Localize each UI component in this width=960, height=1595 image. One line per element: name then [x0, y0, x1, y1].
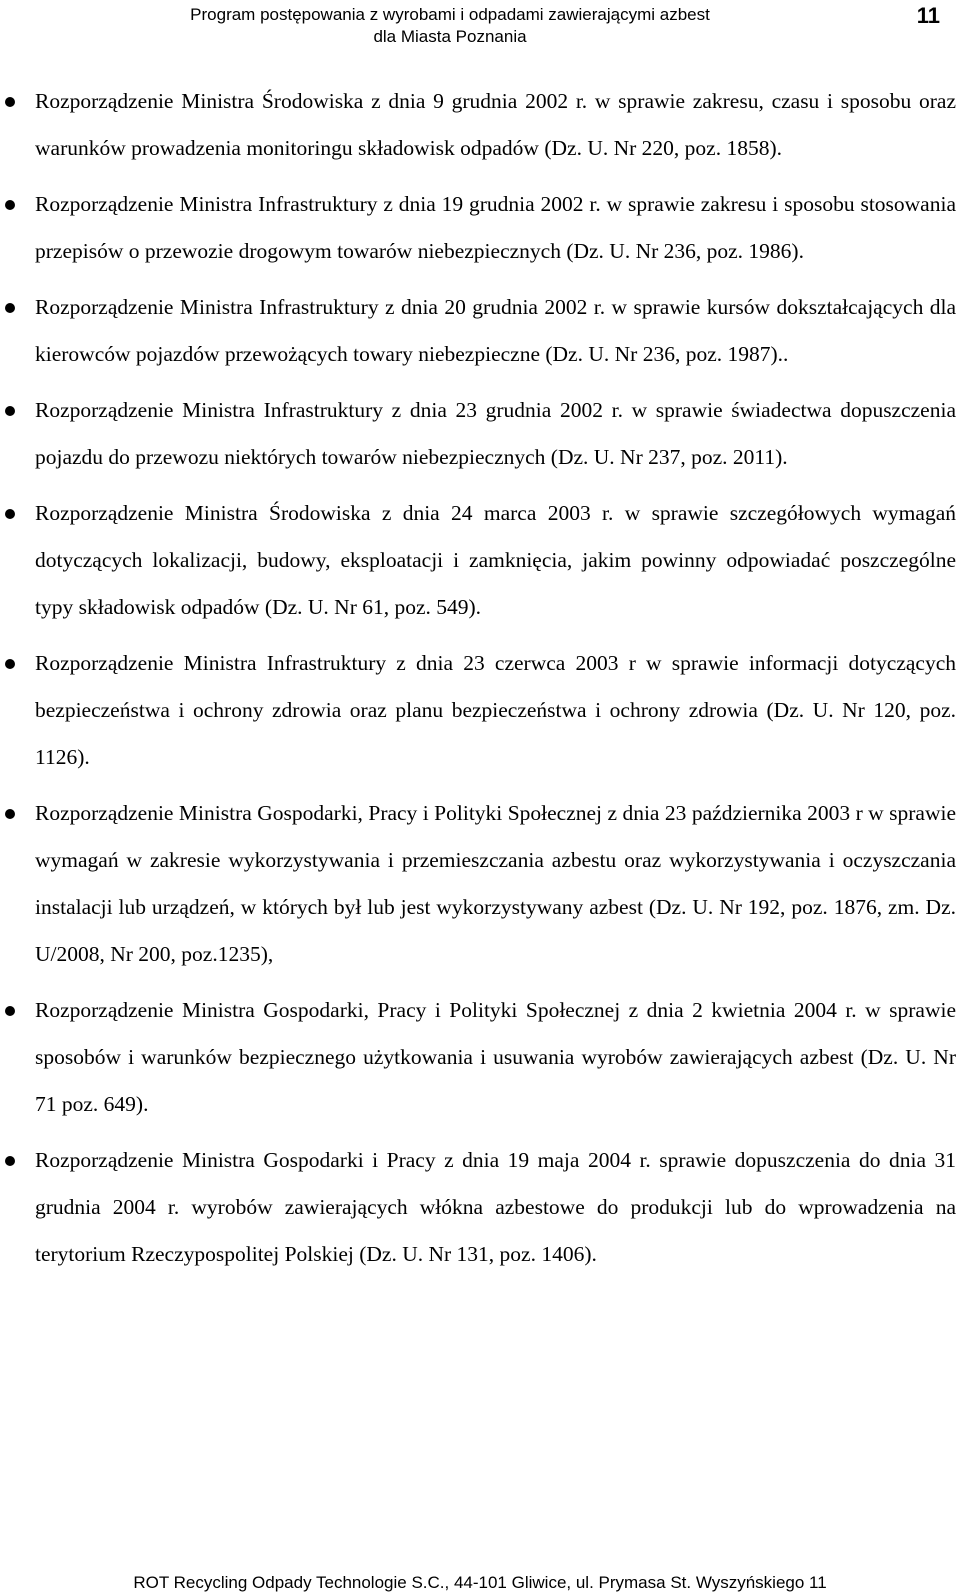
bullet-icon: [5, 809, 15, 819]
header-title-line-1: Program postępowania z wyrobami i odpadami zawierającymi azbest: [190, 5, 710, 24]
regulation-list: [0, 78, 960, 1287]
page-header: [0, 0, 960, 70]
list-item: [0, 1137, 960, 1278]
list-item-text: Rozporządzenie Ministra Środowiska z dnia 24 marca 2003 r. w sprawie szczegółowych wymagań dotyczących lokalizacji, budowy, eksploatacji i zamknięcia, jakim powinny odpowiadać poszczególne typy składowisk odpadów (Dz. U. Nr 61, poz. 549).: [35, 501, 956, 619]
list-item: [0, 284, 960, 378]
list-item: [0, 490, 960, 631]
page-number: 11: [916, 3, 940, 28]
page-footer: ROT Recycling Odpady Technologie S.C., 44-101 Gliwice, ul. Prymasa St. Wyszyńskiego 11: [133, 1573, 827, 1592]
header-title: [0, 4, 900, 48]
list-item: [0, 640, 960, 781]
list-item: [0, 790, 960, 978]
bullet-icon: [5, 1006, 15, 1016]
list-item-text: Rozporządzenie Ministra Gospodarki i Pracy z dnia 19 maja 2004 r. sprawie dopuszczenia do dnia 31 grudnia 2004 r. wyrobów zawierających włókna azbestowe do produkcji lub do wprowadzenia na terytorium Rzeczypospolitej Polskiej (Dz. U. Nr 131, poz. 1406).: [35, 1148, 956, 1266]
bullet-icon: [5, 406, 15, 416]
list-item: [0, 987, 960, 1128]
list-item-text: Rozporządzenie Ministra Infrastruktury z dnia 20 grudnia 2002 r. w sprawie kursów dokształcających dla kierowców pojazdów przewożących towary niebezpieczne (Dz. U. Nr 236, poz. 1987)..: [35, 295, 956, 366]
list-item-text: Rozporządzenie Ministra Infrastruktury z dnia 19 grudnia 2002 r. w sprawie zakresu i sposobu stosowania przepisów o przewozie drogowym towarów niebezpiecznych (Dz. U. Nr 236, poz. 1986).: [35, 192, 956, 263]
bullet-icon: [5, 1156, 15, 1166]
bullet-icon: [5, 200, 15, 210]
header-title-line-2: dla Miasta Poznania: [373, 27, 527, 46]
bullet-icon: [5, 303, 15, 313]
bullet-icon: [5, 97, 15, 107]
list-item-text: Rozporządzenie Ministra Gospodarki, Pracy i Polityki Społecznej z dnia 23 października 2003 r w sprawie wymagań w zakresie wykorzystywania i przemieszczania azbestu oraz wykorzystywania i oczyszczania instalacji lub urządzeń, w których był lub jest wykorzystywany azbest (Dz. U. Nr 192, poz. 1876, zm. Dz. U/2008, Nr 200, poz.1235),: [35, 801, 956, 966]
list-item-text: Rozporządzenie Ministra Infrastruktury z dnia 23 grudnia 2002 r. w sprawie świadectwa dopuszczenia pojazdu do przewozu niektórych towarów niebezpiecznych (Dz. U. Nr 237, poz. 2011).: [35, 398, 956, 469]
list-item: [0, 387, 960, 481]
list-item-text: Rozporządzenie Ministra Infrastruktury z dnia 23 czerwca 2003 r w sprawie informacji dotyczących bezpieczeństwa i ochrony zdrowia oraz planu bezpieczeństwa i ochrony zdrowia (Dz. U. Nr 120, poz. 1126).: [35, 651, 956, 769]
list-item-text: Rozporządzenie Ministra Gospodarki, Pracy i Polityki Społecznej z dnia 2 kwietnia 2004 r. w sprawie sposobów i warunków bezpiecznego użytkowania i usuwania wyrobów zawierających azbest (Dz. U. Nr 71 poz. 649).: [35, 998, 956, 1116]
bullet-icon: [5, 659, 15, 669]
list-item: [0, 78, 960, 172]
bullet-icon: [5, 509, 15, 519]
list-item: [0, 181, 960, 275]
list-item-text: Rozporządzenie Ministra Środowiska z dnia 9 grudnia 2002 r. w sprawie zakresu, czasu i sposobu oraz warunków prowadzenia monitoringu składowisk odpadów (Dz. U. Nr 220, poz. 1858).: [35, 89, 956, 160]
